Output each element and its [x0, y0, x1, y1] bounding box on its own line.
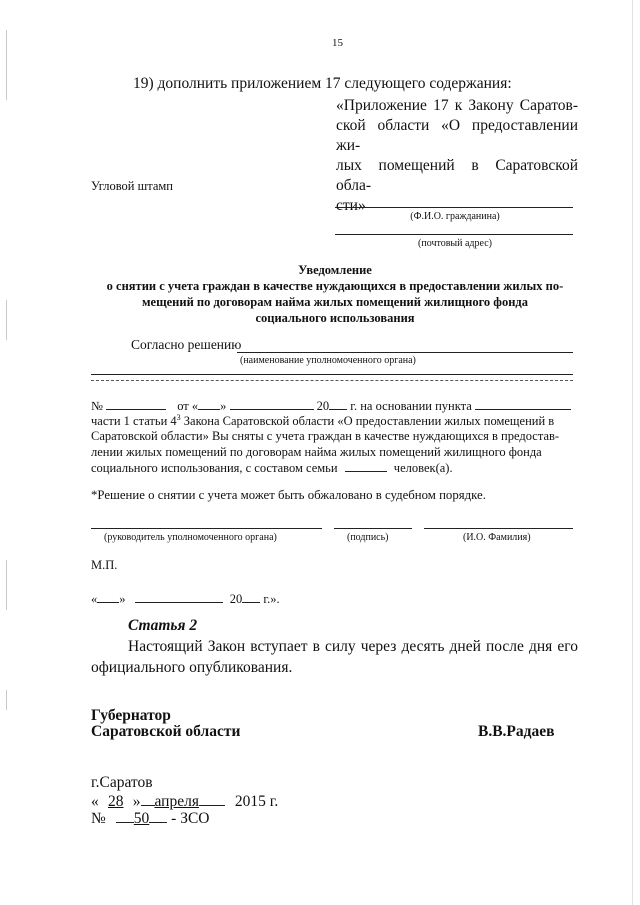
appeal-note: *Решение о снятии с учета может быть обжаловано в судебном порядке. [91, 488, 486, 502]
appendix-line: лых помещений в Саратовской обла- [336, 157, 578, 194]
date-end: г.». [263, 592, 280, 606]
footer-spacer [141, 792, 155, 806]
footer-suffix: - ЗСО [171, 810, 210, 827]
footer-day: 28 [108, 793, 124, 810]
quote-open: « [91, 793, 99, 810]
quote-close: » [119, 592, 126, 606]
footer-spacer [199, 792, 225, 806]
body-text: Закона Саратовской области «О предоставлении жилых помещений в [180, 414, 555, 429]
clause-blank [475, 398, 571, 410]
year-prefix: 20 [316, 399, 330, 413]
name-caption: (И.О. Фамилия) [463, 532, 531, 543]
body-text: части 1 статьи 4 [91, 414, 177, 429]
body-text: человек(а). [393, 461, 453, 475]
number-label: № [91, 399, 103, 413]
address-line [335, 234, 573, 235]
organ-line-continued [91, 374, 573, 375]
organ-line-underline [91, 380, 573, 381]
organ-caption: (наименование уполномоченного органа) [240, 355, 416, 366]
footer-spacer [116, 809, 134, 823]
quote-close: » [132, 793, 141, 810]
notice-subtitle-line: о снятии с учета граждан в качестве нуждающихся в предоставлении жилых по- [106, 279, 564, 293]
month-blank [135, 591, 223, 603]
organ-line [237, 352, 573, 353]
fio-line [335, 207, 573, 208]
article-text-line: Настоящий Закон вступает в силу через десять дней после дня его [128, 638, 578, 655]
notice-subtitle-line: социального использования [255, 311, 415, 325]
day-blank [97, 591, 119, 603]
year-prefix: 20 [229, 592, 243, 606]
address-caption: (почтовый адрес) [418, 238, 492, 249]
governor-name: В.В.Радаев [478, 723, 555, 740]
footer-spacer [149, 809, 167, 823]
binding-edge-mark [6, 560, 7, 610]
page-edge [632, 0, 633, 905]
notice-body-line4: лении жилых помещений по договорам найма жилых помещений жилищного фонда [91, 445, 542, 459]
seal-placeholder: М.П. [91, 558, 118, 572]
decision-label: Согласно решению [131, 337, 242, 352]
page-number: 15 [332, 37, 343, 49]
notice-body-line5 [91, 460, 453, 476]
governor-title: Губернатор [91, 707, 171, 724]
year-blank [329, 398, 347, 410]
appendix-line: «Приложение 17 к Закону Саратов- [336, 97, 578, 114]
body-text: социального использования, с составом семьи [91, 461, 338, 475]
corner-stamp-label: Угловой штамп [91, 179, 174, 193]
notice-body-line1 [91, 398, 581, 414]
appendix-line: сти» [336, 197, 366, 214]
binding-edge-mark [6, 300, 7, 340]
notice-body-line3: Саратовской области» Вы сняты с учета граждан в качестве нуждающихся в предостав- [91, 429, 560, 443]
number-blank [106, 398, 166, 410]
month-blank [230, 398, 314, 410]
quote-close: » [220, 399, 227, 413]
date-line [91, 591, 280, 607]
notice-title: Уведомление [298, 263, 372, 277]
signature-caption: (подпись) [347, 532, 389, 543]
family-size-blank [345, 460, 387, 472]
basis-text: г. на основании пункта [350, 399, 472, 413]
footer-city: г.Саратов [91, 774, 153, 791]
signature-line [334, 528, 412, 529]
quote-open: « [91, 592, 98, 606]
footer-month: апреля [154, 793, 199, 810]
footer-year: 2015 г. [234, 793, 279, 810]
from-label: от « [177, 399, 199, 413]
number-label: № [91, 810, 106, 827]
binding-edge-mark [6, 690, 7, 710]
article-text-line: официального опубликования. [91, 659, 293, 676]
footer-number [91, 809, 210, 828]
notice-body-line2 [91, 413, 554, 429]
head-caption: (руководитель уполномоченного органа) [104, 532, 277, 543]
day-blank [198, 398, 220, 410]
appendix-reference [336, 96, 578, 216]
article-title: Статья 2 [128, 617, 198, 634]
binding-edge-mark [6, 30, 7, 100]
superscript: 3 [176, 413, 181, 422]
name-line [424, 528, 573, 529]
head-signature-line [91, 528, 322, 529]
item-19-text: 19) дополнить приложением 17 следующего содержания: [133, 75, 512, 92]
appendix-line: ской области «О предоставлении жи- [336, 117, 578, 154]
fio-caption: (Ф.И.О. гражданина) [410, 211, 500, 222]
notice-subtitle-line: мещений по договорам найма жилых помещений жилищного фонда [142, 295, 528, 309]
governor-region: Саратовской области [91, 723, 241, 740]
footer-law-number: 50 [133, 810, 150, 827]
year-blank [242, 591, 260, 603]
